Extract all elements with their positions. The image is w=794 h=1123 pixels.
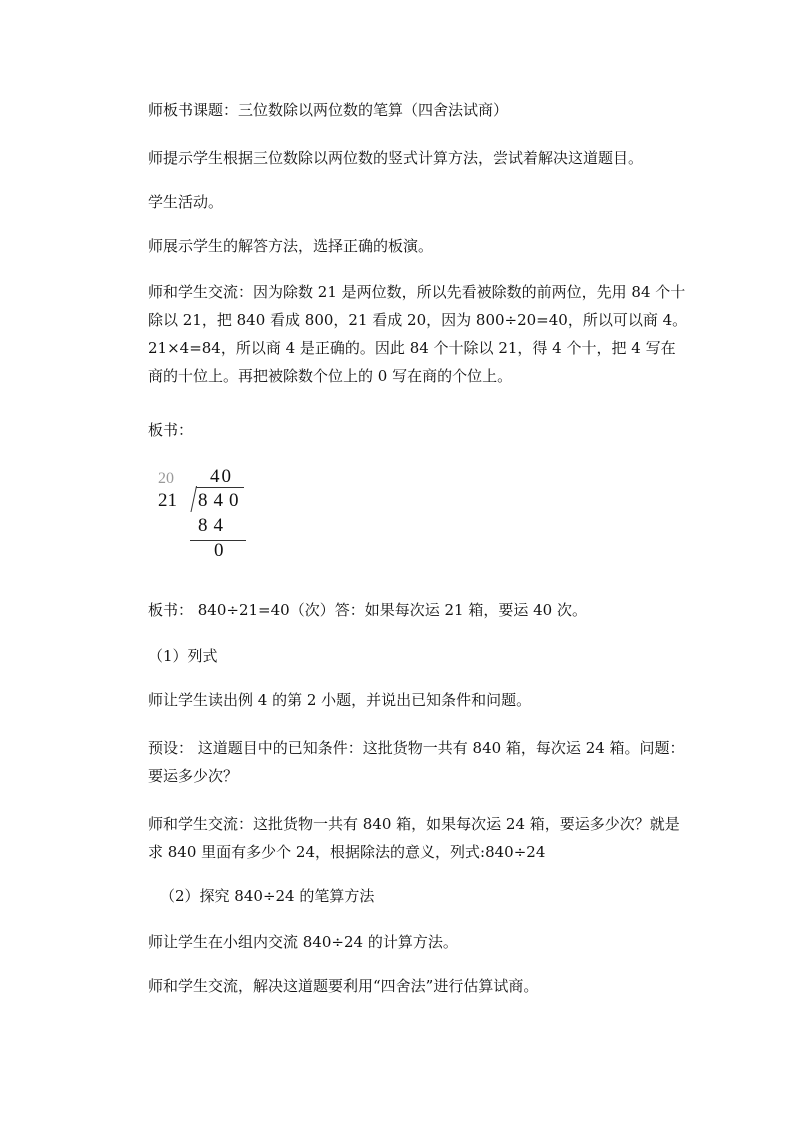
paragraph-step2: （2）探究 840÷24 的笔算方法 [160, 887, 375, 905]
paragraph-board-answer: 板书： 840÷21=40（次）答：如果每次运 21 箱，要运 40 次。 [148, 601, 587, 619]
board-label: 板书： [148, 421, 194, 439]
paragraph-hint: 师提示学生根据三位数除以两位数的竖式计算方法，尝试着解决这道题目。 [148, 149, 644, 167]
paragraph-round: 师和学生交流，解决这道题要利用“四舍法”进行估算试商。 [148, 977, 539, 995]
division-quotient: 40 [210, 466, 233, 487]
division-subtract: 84 [198, 515, 229, 536]
paragraph-activity: 学生活动。 [148, 193, 224, 211]
division-remainder: 0 [214, 540, 224, 561]
division-bracket [190, 486, 197, 512]
division-bar [196, 487, 244, 488]
paragraph-explanation: 师和学生交流：因为除数 21 是两位数，所以先看被除数的前两位，先用 84 个十除以 21，把 840 看成 800，21 看成 20，因为 800÷20=40，所以可以商 4。21×4=84，所以商 4 是正确的。因此 84 个十除以 21，得 4 个十，把 4 写在商的十位上。再把被除数个位上的 0 写在商的个位上。 [148, 283, 688, 385]
division-dividend: 840 [198, 490, 245, 511]
division-estimate: 20 [158, 470, 174, 487]
paragraph-preset: 预设： 这道题目中的已知条件：这批货物一共有 840 箱，每次运 24 箱。问题：要运多少次？ [148, 739, 685, 785]
paragraph-exchange: 师和学生交流：这批货物一共有 840 箱，如果每次运 24 箱，要运多少次？就是求 840 里面有多少个 24，根据除法的意义，列式:840÷24 [148, 815, 680, 861]
paragraph-title: 师板书课题：三位数除以两位数的笔算（四舍法试商） [148, 101, 509, 119]
paragraph-step1: （1）列式 [148, 647, 218, 665]
long-division [158, 466, 258, 564]
paragraph-show: 师展示学生的解答方法，选择正确的板演。 [148, 237, 434, 255]
division-divisor: 21 [158, 490, 177, 511]
paragraph-group: 师让学生在小组内交流 840÷24 的计算方法。 [148, 933, 458, 951]
paragraph-read: 师让学生读出例 4 的第 2 小题，并说出已知条件和问题。 [148, 691, 532, 709]
